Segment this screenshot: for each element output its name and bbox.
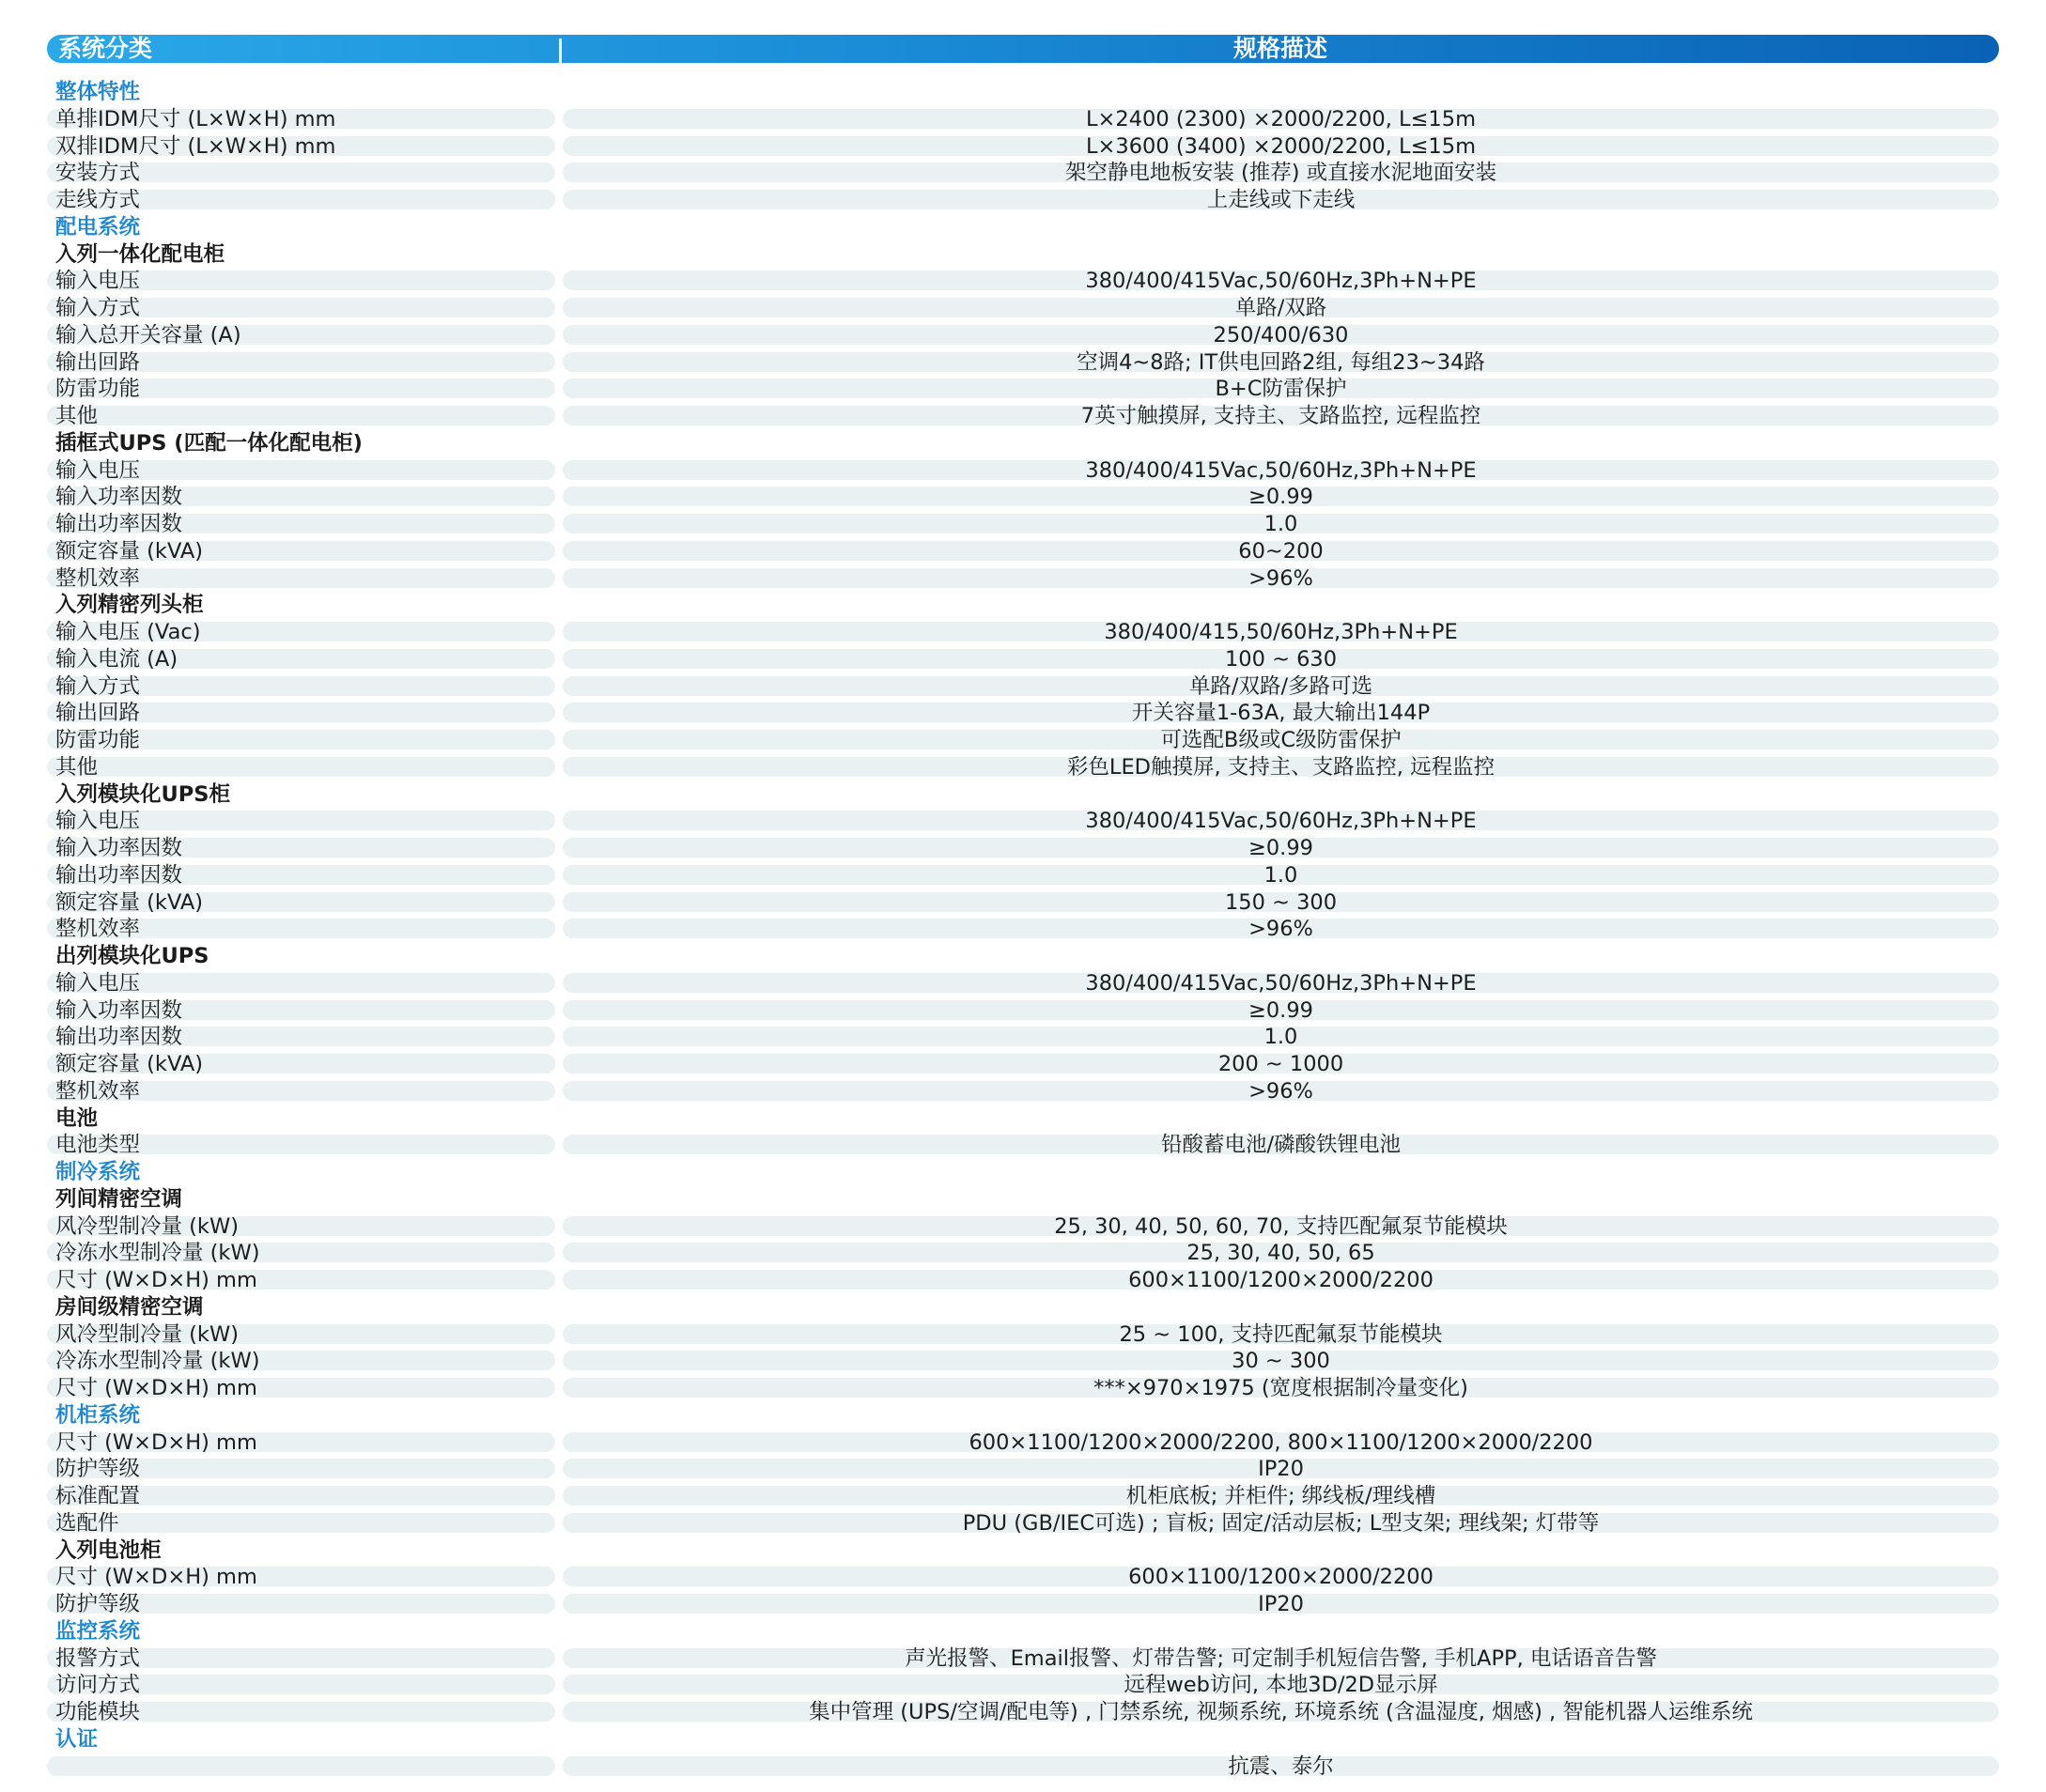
spec-value: 600×1100/1200×2000/2200, 800×1100/1200×2000/2200 [969,1429,1593,1455]
spec-value: 声光报警、Email报警、灯带告警; 可定制手机短信告警, 手机APP, 电话语音告警 [905,1645,1657,1671]
table-row [47,862,1999,889]
subcategory-row [47,430,1999,457]
spec-value: 200 ~ 1000 [1217,1052,1344,1076]
subcategory-title: 电池 [55,1105,99,1131]
table-row [47,1456,1999,1483]
table-row [47,835,1999,862]
table-row [47,457,1999,485]
spec-value: 1.0 [1263,862,1298,888]
spec-label: 输入方式 [55,673,141,699]
spec-label: 输入电压 [55,457,141,483]
table-row [47,1672,1999,1699]
table-row [47,268,1999,295]
spec-value: 铅酸蓄电池/磷酸铁锂电池 [1160,1133,1402,1158]
table-row [47,673,1999,701]
subcategory-row [47,943,1999,970]
spec-label: 冷冻水型制冷量 (kW) [55,1349,260,1374]
spec-value: 可选配B级或C级防雷保护 [1160,728,1402,752]
spec-value: 380/400/415Vac,50/60Hz,3Ph+N+PE [1085,269,1477,294]
spec-label: 整机效率 [55,917,141,942]
table-row [47,1132,1999,1159]
spec-value: 架空静电地板安装 (推荐) 或直接水泥地面安装 [1064,161,1497,186]
spec-value: 单路/双路/多路可选 [1188,673,1373,699]
label-cell-background [47,757,555,777]
table-row [47,106,1999,133]
spec-value: ≥0.99 [1248,997,1313,1023]
spec-label: 尺寸 (W×D×H) mm [55,1376,257,1400]
table-row [47,1267,1999,1294]
spec-label: 输出回路 [55,701,141,726]
spec-label: 风冷型制冷量 (kW) [55,1321,239,1347]
subcategory-title: 入列一体化配电柜 [55,241,225,267]
table-row [47,376,1999,403]
category-row [47,1726,1999,1753]
spec-value: L×2400 (2300) ×2000/2200, L≤15m [1086,106,1476,131]
spec-value: 100 ~ 630 [1224,646,1338,672]
spec-label: 防护等级 [55,1457,141,1482]
subcategory-row [47,592,1999,619]
subcategory-title: 房间级精密空调 [55,1294,204,1320]
spec-value: 60~200 [1238,538,1324,564]
spec-label: 输入电压 [55,809,141,834]
subcategory-row [47,1105,1999,1133]
spec-label: 输入总开关容量 (A) [55,322,241,348]
spec-label: 整机效率 [55,565,141,591]
table-row [47,1024,1999,1051]
category-title: 认证 [55,1726,99,1752]
category-row [47,1402,1999,1429]
spec-label: 功能模块 [55,1700,141,1724]
table-row [47,403,1999,430]
category-title: 配电系统 [55,214,141,239]
table-row [47,1321,1999,1349]
table-row [47,511,1999,538]
table-row [47,1213,1999,1241]
table-row [47,565,1999,593]
spec-value: PDU (GB/IEC可选) ; 盲板; 固定/活动层板; L型支架; 理线架; 灯带等 [962,1510,1600,1536]
table-row [47,322,1999,349]
category-title: 监控系统 [55,1618,141,1644]
subcategory-row [47,1537,1999,1565]
table-row [47,700,1999,727]
spec-label: 双排IDM尺寸 (L×W×H) mm [55,133,336,159]
table-row [47,1753,1999,1781]
table-row [47,187,1999,214]
spec-label: 输入电压 [55,269,141,294]
spec-value: 1.0 [1263,512,1298,536]
spec-value: 7英寸触摸屏, 支持主、支路监控, 远程监控 [1080,404,1481,428]
table-row [47,997,1999,1025]
table-row [47,1051,1999,1078]
table-row [47,1591,1999,1618]
table-row [47,1645,1999,1673]
spec-value: 25, 30, 40, 50, 65 [1186,1241,1375,1266]
spec-label: 尺寸 (W×D×H) mm [55,1429,257,1455]
spec-value: ≥0.99 [1248,485,1313,510]
spec-label: 选配件 [55,1510,119,1536]
subcategory-title: 入列电池柜 [55,1537,162,1563]
category-title: 整体特性 [55,80,141,104]
table-row [47,484,1999,511]
spec-value: 380/400/415Vac,50/60Hz,3Ph+N+PE [1085,970,1477,996]
spec-label: 输出回路 [55,349,141,375]
spec-label: 额定容量 (kVA) [55,1052,204,1076]
subcategory-row [47,241,1999,269]
subcategory-title: 出列模块化UPS [55,944,209,968]
spec-label: 输入功率因数 [55,997,183,1023]
table-row [47,1078,1999,1105]
subcategory-title: 入列精密列头柜 [55,593,204,618]
table-row [47,1240,1999,1267]
spec-value: 380/400/415Vac,50/60Hz,3Ph+N+PE [1085,809,1477,834]
spec-label: 尺寸 (W×D×H) mm [55,1565,257,1590]
spec-label: 输入方式 [55,296,141,320]
subcategory-row [47,781,1999,809]
spec-value: IP20 [1258,1592,1304,1616]
category-title: 机柜系统 [55,1402,141,1428]
table-row [47,160,1999,187]
spec-value: 25, 30, 40, 50, 60, 70, 支持匹配氟泵节能模块 [1054,1213,1508,1239]
category-row [47,214,1999,241]
spec-value: 单路/双路 [1234,296,1327,320]
spec-value: L×3600 (3400) ×2000/2200, L≤15m [1086,133,1476,159]
table-row [47,889,1999,917]
table-row [47,619,1999,646]
spec-label: 安装方式 [55,161,141,186]
spec-label: 标准配置 [55,1484,141,1508]
spec-value: 1.0 [1263,1025,1298,1050]
spec-value: 彩色LED触摸屏, 支持主、支路监控, 远程监控 [1066,754,1496,780]
spec-label: 其他 [55,754,99,780]
table-row [47,1699,1999,1726]
spec-label: 输入功率因数 [55,836,183,860]
table-row [47,808,1999,835]
table-row [47,1348,1999,1375]
spec-table [47,79,1999,1780]
table-row [47,1510,1999,1537]
table-row [47,133,1999,161]
spec-label: 其他 [55,404,99,428]
category-row [47,1618,1999,1645]
spec-label: 输入电流 (A) [55,646,178,672]
spec-value: 空调4~8路; IT供电回路2组, 每组23~34路 [1077,349,1485,375]
table-row [47,349,1999,377]
table-row [47,1564,1999,1591]
category-row [47,1159,1999,1186]
table-row [47,295,1999,322]
subcategory-row [47,1186,1999,1213]
table-row [47,754,1999,781]
spec-label: 输入电压 (Vac) [55,620,201,644]
table-row [47,1429,1999,1457]
spec-value: 抗震、泰尔 [1228,1753,1334,1779]
category-row [47,79,1999,106]
spec-label: 整机效率 [55,1078,141,1104]
table-row [47,538,1999,565]
table-header [47,35,1999,63]
spec-label: 报警方式 [55,1645,141,1671]
spec-label: 冷冻水型制冷量 (kW) [55,1241,260,1266]
spec-value: 机柜底板; 并柜件; 绑线板/理线槽 [1125,1484,1436,1508]
spec-label: 额定容量 (kVA) [55,889,204,915]
subcategory-row [47,1294,1999,1321]
spec-value: 600×1100/1200×2000/2200 [1128,1268,1434,1292]
spec-label: 输出功率因数 [55,512,183,536]
spec-label: 输入电压 [55,970,141,996]
spec-value: 25 ~ 100, 支持匹配氟泵节能模块 [1119,1321,1443,1347]
spec-label: 风冷型制冷量 (kW) [55,1213,239,1239]
table-row [47,1375,1999,1402]
spec-value: 上走线或下走线 [1206,188,1356,212]
spec-label: 输出功率因数 [55,1025,183,1050]
spec-value: 150 ~ 300 [1224,889,1338,915]
category-title: 制冷系统 [55,1160,141,1184]
spec-value: >96% [1248,917,1313,942]
spec-label: 电池类型 [55,1133,141,1158]
label-cell-background [47,1756,555,1776]
spec-value: ***×970×1975 (宽度根据制冷量变化) [1093,1376,1468,1400]
spec-value: 远程web访问, 本地3D/2D显示屏 [1124,1673,1438,1698]
table-row [47,916,1999,943]
spec-value: 开关容量1-63A, 最大输出144P [1131,701,1431,726]
spec-label: 输出功率因数 [55,862,183,888]
subcategory-title: 入列模块化UPS柜 [55,781,230,807]
spec-value: >96% [1248,1078,1313,1104]
spec-value: 600×1100/1200×2000/2200 [1128,1565,1434,1590]
label-cell-background [47,406,555,425]
spec-label: 额定容量 (kVA) [55,538,204,564]
header-system-category: 系统分类 [58,35,153,62]
label-cell-background [47,1513,555,1533]
table-row [47,970,1999,997]
spec-value: 集中管理 (UPS/空调/配电等) , 门禁系统, 视频系统, 环境系统 (含温湿度, 烟感) , 智能机器人运维系统 [809,1700,1753,1724]
table-row [47,727,1999,754]
table-row [47,1483,1999,1510]
spec-value: 30 ~ 300 [1232,1349,1330,1374]
spec-label: 输入功率因数 [55,485,183,510]
spec-label: 防雷功能 [55,377,141,402]
spec-label: 防雷功能 [55,728,141,752]
spec-value: ≥0.99 [1248,836,1313,860]
subcategory-title: 列间精密空调 [55,1186,183,1212]
spec-label: 走线方式 [55,188,141,212]
table-row [47,646,1999,673]
spec-value: 250/400/630 [1213,322,1349,348]
spec-value: B+C防雷保护 [1215,377,1347,402]
spec-value: 380/400/415Vac,50/60Hz,3Ph+N+PE [1085,457,1477,483]
spec-label: 访问方式 [55,1673,141,1698]
spec-value: IP20 [1258,1457,1304,1482]
spec-value: 380/400/415,50/60Hz,3Ph+N+PE [1104,620,1458,644]
spec-label: 单排IDM尺寸 (L×W×H) mm [55,106,336,131]
spec-label: 防护等级 [55,1592,141,1616]
subcategory-title: 插框式UPS (匹配一体化配电柜) [55,430,363,456]
header-spec-description: 规格描述 [1232,35,1327,62]
spec-label: 尺寸 (W×D×H) mm [55,1268,257,1292]
spec-value: >96% [1248,565,1313,591]
